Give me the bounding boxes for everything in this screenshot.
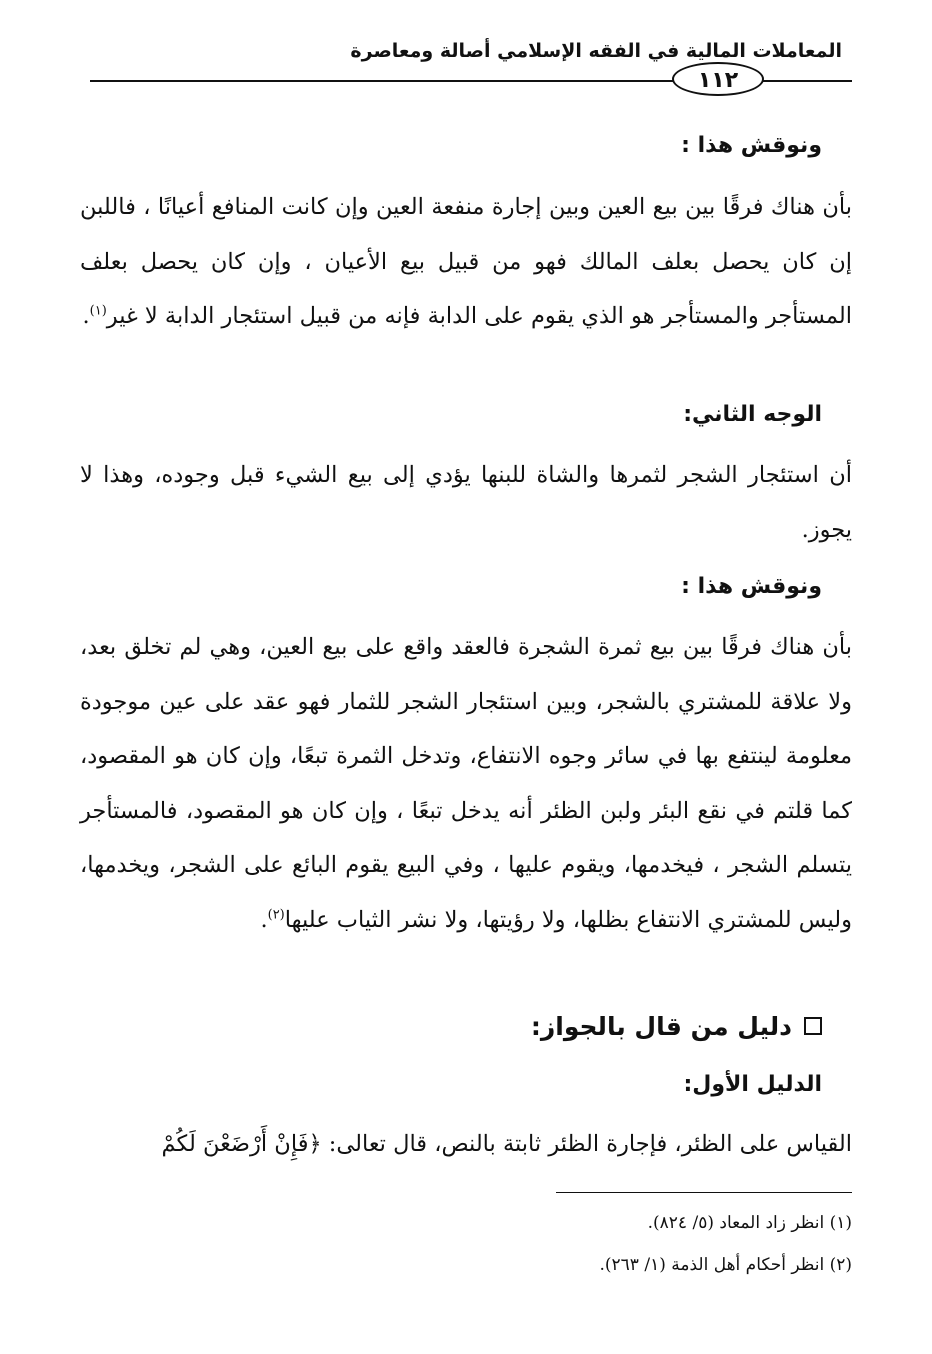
square-icon [804,1017,822,1035]
paragraph-3-text: بأن هناك فرقًا بين بيع ثمرة الشجرة فالعقد واقع على بيع العين، وهي لم تخلق بعد، ولا علاقة للمشتري بالشجر، وبين استئجار الشجر للثمار فهو عقد على عين موجودة معلومة لينتفع بها في سائر وجوه الانتفاع، وتدخل الثمرة تبعًا، وإن كان هو المقصود، كما قلتم في نقع البئر ولبن الظئر أنه يدخل تبعًا ، وإن كان هو المقصود، فالمستأجر يتسلم الشجر ، فيخدمها، ويقوم عليها ، وفي البيع يقوم البائع على الشجر، ويخدمها، وليس للمشتري الانتفاع بظلها، ولا رؤيتها، ولا نشر الثياب عليها [80,634,852,933]
heading-rebuttal-1: ونوقش هذا : [681,133,822,158]
paragraph-1 [80,180,852,344]
paragraph-1-end: . [82,303,90,329]
section-heading [531,1005,822,1049]
heading-second-aspect: الوجه الثاني: [683,402,822,427]
running-title: المعاملات المالية في الفقه الإسلامي أصالة ومعاصرة [350,40,842,62]
footnote-rule [556,1192,852,1193]
paragraph-1-text: بأن هناك فرقًا بين بيع العين وبين إجارة منفعة العين وإن كانت المنافع أعيانًا ، فاللبن إن كان يحصل بعلف المالك فهو من قبيل بيع الأعيان ، وإن كان يحصل بعلف المستأجر والمستأجر هو الذي يقوم على الدابة فإنه من قبيل استئجار الدابة لا غير [80,194,852,329]
paragraph-3-end: . [260,906,268,933]
footnote-1: (١) انظر زاد المعاد (٥/ ٨٢٤). [647,1213,852,1233]
paragraph-3 [80,620,852,947]
footnote-ref-1: (١) [89,303,107,319]
page-number: ١١٢ [672,62,764,96]
footnote-ref-2: (٢) [267,907,285,922]
footnote-2: (٢) انظر أحكام أهل الذمة (١/ ٢٦٣). [599,1255,852,1275]
section-heading-text: دليل من قال بالجواز: [530,1012,792,1041]
heading-rebuttal-2: ونوقش هذا : [681,574,822,599]
heading-first-evidence: الدليل الأول: [683,1072,822,1097]
paragraph-2: أن استئجار الشجر لثمرها والشاة للبنها يؤدي إلى بيع الشيء قبل وجوده، وهذا لا يجوز. [80,462,852,543]
paragraph-4: القياس على الظئر، فإجارة الظئر ثابتة بالنص، قال تعالى: ﴿فَإِنْ أَرْضَعْنَ لَكُمْ [161,1131,852,1157]
